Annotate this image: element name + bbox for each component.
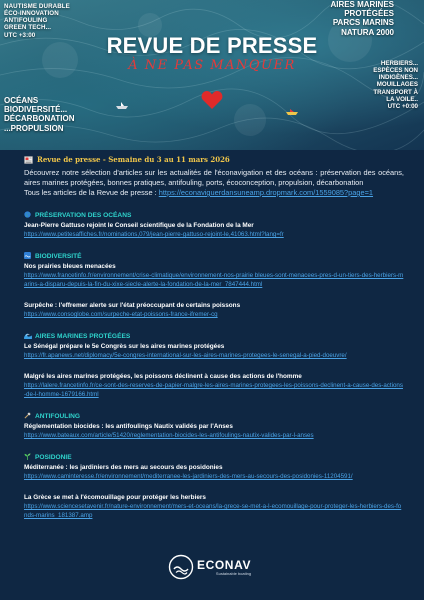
tag-line: GREEN TECH... (4, 24, 52, 32)
article-link[interactable]: https://www.petitesaffiches.fr/nominations,079/jean-pierre-gattuso-rejoint-le,41063.html?lang=fr (24, 231, 284, 238)
tag-line: TRANSPORT À (373, 88, 418, 96)
section-heading (24, 252, 404, 260)
section-heading (24, 412, 404, 420)
tag-line: INDIGÈNES... (378, 74, 418, 82)
page-title: REVUE DE PRESSE (106, 33, 318, 58)
section-title: BIODIVERSITÉ (35, 252, 82, 260)
tag-line: PARCS MARINS (332, 18, 394, 28)
page-subtitle: À NE PAS MANQUER (128, 58, 296, 73)
article-spacer (24, 360, 404, 370)
article-title: Malgré les aires marines protégées, les poissons déclinent à cause des actions de l'homme (24, 373, 302, 380)
section-heading (24, 211, 404, 219)
anchor-icon (24, 412, 32, 420)
article-link[interactable]: https://www.sciencesetavenir.fr/nature-environnement/mers-et-oceans/la-grece-se-met-a-l-ecomouillage-pour-proteger-les-herbiers-des-fonds-marins_181387.amp (24, 503, 402, 519)
tag-line: ...PROPULSION (4, 123, 64, 133)
water-icon (24, 252, 32, 260)
intro-heading (24, 155, 404, 164)
article-title: Méditerranée : les jardiniers des mers au secours des posidonies (24, 464, 223, 471)
seedling-icon (24, 453, 32, 461)
tag-line: ESPÈCES NON (373, 67, 418, 75)
tag-line: BIODIVERSITÉ... (4, 105, 68, 115)
section-title: POSIDONIE (35, 453, 72, 461)
tag-line: MOUILLAGES (376, 81, 418, 89)
newspaper-icon (24, 156, 33, 164)
section-title: PRÉSERVATION DES OCÉANS (35, 211, 132, 219)
tag-line: ANTIFOULING (4, 17, 48, 25)
boat-icon (285, 108, 299, 116)
article-title: Surpêche : l'effremer alerte sur l'état préoccupant de certains poissons (24, 302, 241, 309)
banner-bottom-right-tags (373, 60, 418, 110)
tag-line: DÉCARBONATION (4, 114, 75, 124)
tag-line: UTC +3:00 (4, 31, 36, 39)
article-item (24, 221, 404, 239)
header-banner (0, 0, 424, 150)
globe-icon (24, 211, 32, 219)
article-link[interactable]: https://www.consoglobe.com/surpeche-etat-poissons-france-ifremer-cg (24, 311, 218, 318)
section-heading (24, 453, 404, 461)
footer-logo (168, 552, 268, 582)
footer-brand-block (197, 558, 251, 576)
all-articles-line (24, 188, 404, 198)
article-item (24, 493, 404, 520)
article-item (24, 262, 404, 289)
tag-line: ÉCO-INNOVATION (4, 10, 59, 18)
article-link[interactable]: https://www.caminteresse.fr/environnement/mediterranee-les-jardiniers-des-mers-au-secours-des-posidonies-11204591/ (24, 473, 353, 480)
article-link[interactable]: https://lalere.francetinfo.fr/ce-sont-des-reserves-de-papier-malgre-les-aires-marines-protegees-les-poissons-declinent-a-cause-des-actions-de-l-homme-1679166.html (24, 382, 403, 398)
section-heading (24, 332, 404, 340)
article-title: Jean-Pierre Gattuso rejoint le Conseil scientifique de la Fondation de la Mer (24, 222, 254, 229)
intro-text: Découvrez notre sélection d'articles sur les actualités de l'éconavigation et des océans : préservation des océans, aires marines protégées, bonnes pratiques, antifouling, ports, écoconception, propulsion, décarbonation (24, 168, 404, 187)
wave-icon (24, 332, 32, 340)
article-link[interactable]: https://fr.apanews.net/diplomacy/5e-congres-international-sur-les-aires-marines-protegees-le-senegal-a-pied-doeuvre/ (24, 352, 347, 359)
section-title: AIRES MARINES PROTÉGÉES (35, 332, 131, 340)
footer-tagline: Sustainable boating (215, 571, 252, 576)
tag-line: UTC +0:00 (387, 102, 418, 110)
tag-line: OCÉANS (4, 96, 39, 105)
article-item (24, 301, 404, 319)
newsletter-body (24, 155, 404, 520)
article-title: La Grèce se met à l'écomouillage pour protéger les herbiers (24, 494, 206, 501)
banner-bottom-left-tags (4, 96, 75, 133)
article-title: Le Sénégal prépare le 5e Congrès sur les aires marines protégées (24, 343, 225, 350)
article-item (24, 372, 404, 399)
article-title: Réglementation biocides : les antifoulings Nautix validés par l'Anses (24, 423, 233, 430)
tag-line: NAUTISME DURABLE (4, 3, 70, 10)
tag-line: LA VOILE.. (386, 95, 418, 103)
article-item (24, 342, 404, 360)
tag-line: PROTÉGÉES (344, 9, 394, 19)
all-articles-link[interactable]: https://econaviguerdansuneamp.dropmark.com/1559085?page=1 (158, 188, 374, 197)
intro-heading-text: Revue de presse - Semaine du 3 au 11 mars 2026 (37, 155, 230, 164)
tag-line: NATURA 2000 (341, 27, 394, 37)
banner-top-right-tags (330, 0, 394, 37)
tag-line: HERBIERS... (380, 60, 418, 67)
article-link[interactable]: https://www.francetinfo.fr/environnement/crise-climatique/environnement-nos-prairie bleues-sont-menacees-pres-d-un-tiers-des-herbiers-marins-a-disparu-depuis-la-fin-du-xixe-siecle-alerte-la-fondation-de-la-mer_7847444.html (24, 272, 404, 288)
sections-list (24, 211, 404, 520)
footer-brand: ECONAV (197, 558, 252, 572)
heart-icon (201, 90, 223, 110)
article-link[interactable]: https://www.bateaux.com/article/51420/reglementation-biocides-les-antifoulings-nautix-valides-par-l-anses (24, 432, 314, 439)
tag-line: AIRES MARINES (330, 0, 394, 9)
article-spacer (24, 289, 404, 299)
article-item (24, 422, 404, 440)
section-title: ANTIFOULING (35, 412, 81, 420)
article-title: Nos prairies bleues menacées (24, 263, 116, 270)
all-articles-label: Tous les articles de la Revue de presse : (24, 188, 159, 197)
econav-logo-icon (168, 554, 194, 580)
article-item (24, 463, 404, 481)
article-spacer (24, 481, 404, 491)
boat-icon (115, 102, 129, 110)
